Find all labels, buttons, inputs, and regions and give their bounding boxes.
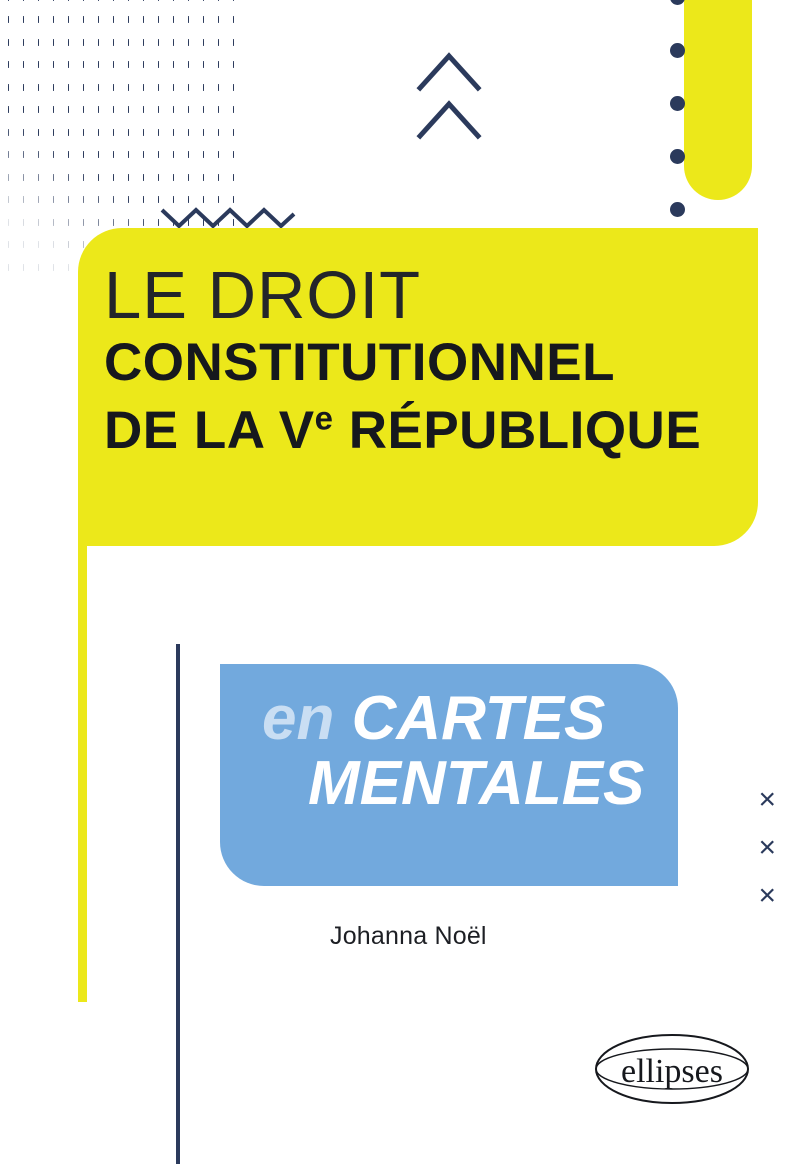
dot-row [8, 76, 248, 99]
page-title [104, 258, 764, 465]
x-mark: × [758, 831, 776, 864]
dot-row [8, 0, 248, 9]
dot [670, 0, 685, 5]
x-marks-decor [758, 785, 776, 911]
title-line-3-superscript: e [314, 399, 334, 437]
subtitle-line-1 [262, 686, 682, 751]
author-name: Johanna Noël [330, 922, 487, 950]
dot-row [8, 166, 248, 189]
dot-row [8, 31, 248, 54]
svg-text:ellipses: ellipses [621, 1053, 723, 1090]
dot-row [8, 99, 248, 122]
dot-row [8, 144, 248, 167]
dot [670, 202, 685, 217]
dot [670, 43, 685, 58]
dot-row [8, 54, 248, 77]
double-chevron-up-icon [414, 48, 484, 148]
title-line-3-before: DE LA V [104, 400, 315, 460]
publisher-logo [592, 1026, 752, 1112]
dot [670, 96, 685, 111]
dot-row [48, 800, 218, 875]
dot-row [48, 725, 218, 800]
dot-row [8, 9, 248, 32]
subtitle-word-cartes: CARTES [351, 684, 606, 753]
small-dot-grid-icon [48, 650, 218, 820]
subtitle-word-en: en [262, 684, 335, 753]
title-line-3 [104, 397, 764, 465]
dot [670, 149, 685, 164]
x-mark: × [758, 783, 776, 816]
title-line-1: LE DROIT [104, 258, 421, 333]
subtitle-line-2: MENTALES [308, 749, 645, 819]
x-mark: × [758, 879, 776, 912]
dot-row [8, 121, 248, 144]
title-line-3-after: RÉPUBLIQUE [333, 400, 702, 460]
title-line-2: CONSTITUTIONNEL [104, 333, 615, 392]
dot-row [48, 650, 218, 725]
subtitle [262, 684, 682, 819]
yellow-accent-bar [684, 0, 752, 200]
